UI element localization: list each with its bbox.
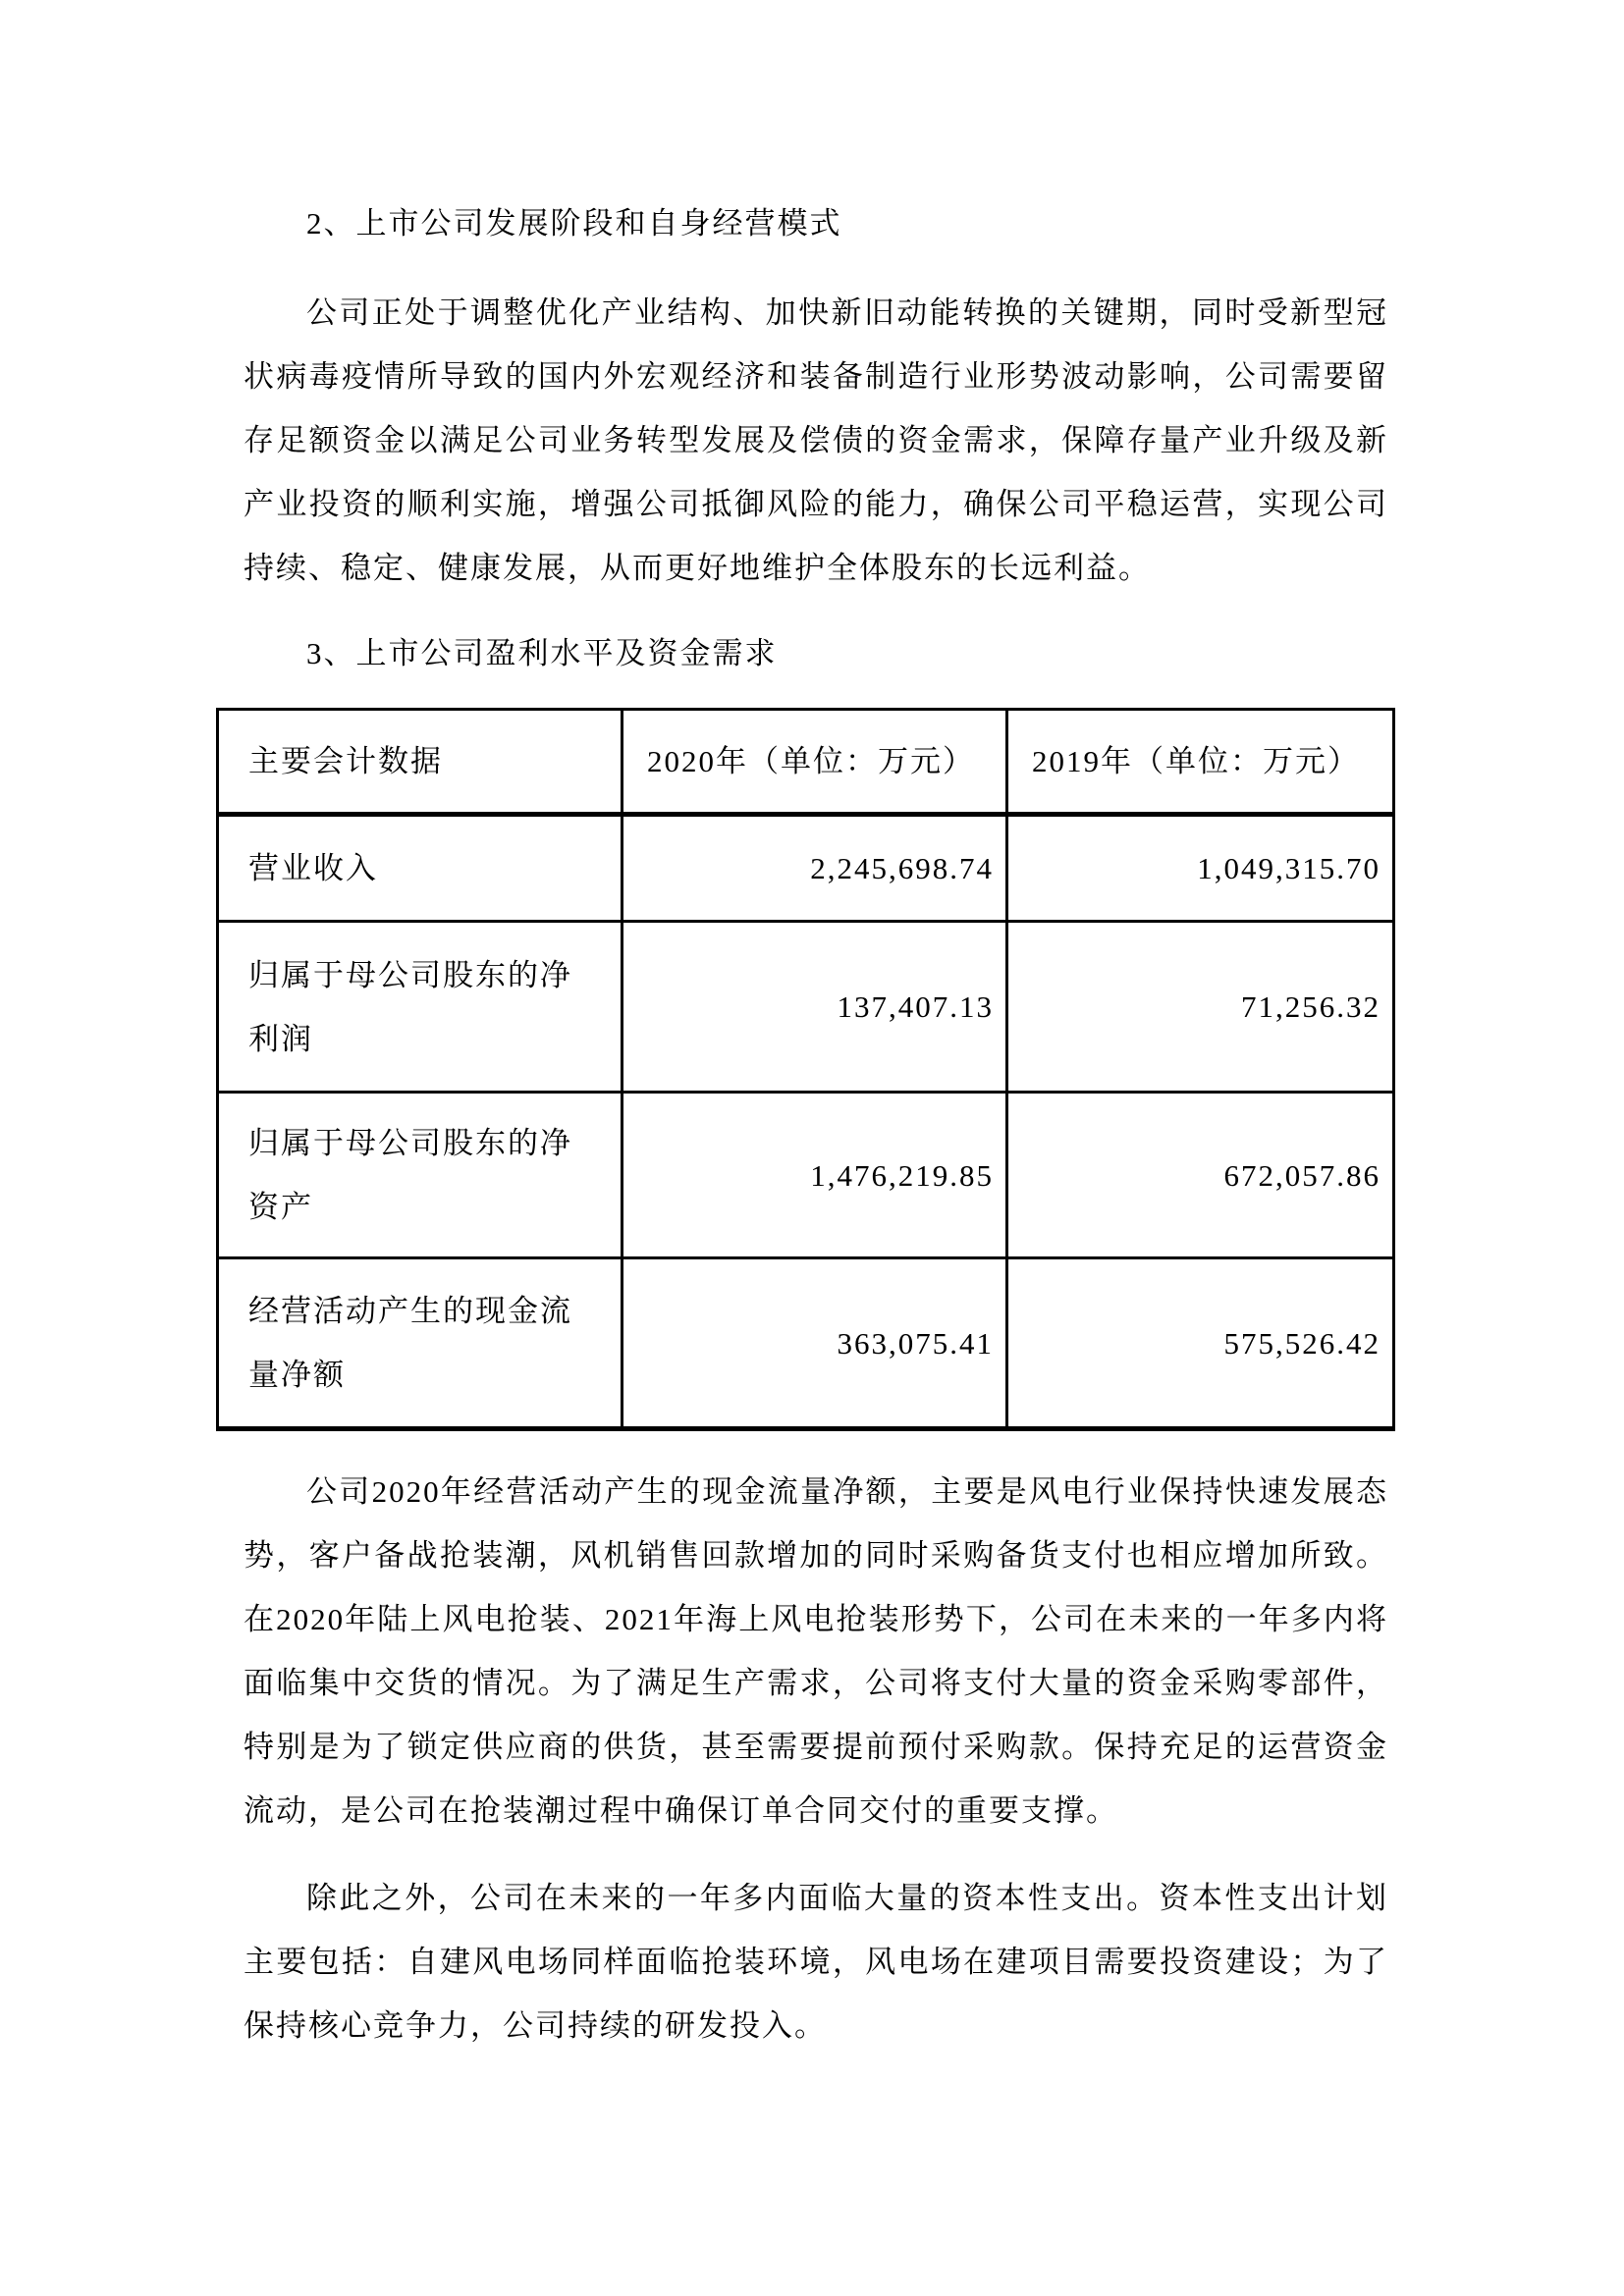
row-label: 营业收入: [218, 815, 623, 922]
row-label: 归属于母公司股东的净资产: [218, 1093, 623, 1258]
section-heading-development-stage: 2、上市公司发展阶段和自身经营模式: [306, 206, 842, 240]
table-header-metric: 主要会计数据: [218, 710, 623, 815]
value-2020: 1,476,219.85: [623, 1093, 1007, 1258]
paragraph-cashflow-analysis: 公司2020年经营活动产生的现金流量净额，主要是风电行业保持快速发展态势，客户备战抢装潮，风机销售回款增加的同时采购备货支付也相应增加所致。在2020年陆上风电抢装、2021年海上风电抢装形势下，公司在未来的一年多内将面临集中交货的情况。为了满足生产需求，公司将支付大量的资金采购零部件，特别是为了锁定供应商的供货，甚至需要提前预付采购款。保持充足的运营资金流动，是公司在抢装潮过程中确保订单合同交付的重要支撑。: [244, 1474, 1388, 1828]
value-2019: 672,057.86: [1007, 1093, 1394, 1258]
value-2019: 575,526.42: [1007, 1258, 1394, 1429]
row-label: 经营活动产生的现金流量净额: [218, 1258, 623, 1429]
value-2019: 71,256.32: [1007, 922, 1394, 1093]
value-2020: 137,407.13: [623, 922, 1007, 1093]
paragraph-business-model: 公司正处于调整优化产业结构、加快新旧动能转换的关键期，同时受新型冠状病毒疫情所导致的国内外宏观经济和装备制造行业形势波动影响，公司需要留存足额资金以满足公司业务转型发展及偿债的资金需求，保障存量产业升级及新产业投资的顺利实施，增强公司抵御风险的能力，确保公司平稳运营，实现公司持续、稳定、健康发展，从而更好地维护全体股东的长远利益。: [244, 295, 1388, 585]
table-row-operating-cashflow: [218, 1258, 1394, 1429]
value-2019: 1,049,315.70: [1007, 815, 1394, 922]
value-2020: 363,075.41: [623, 1258, 1007, 1429]
row-label: 归属于母公司股东的净利润: [218, 922, 623, 1093]
table-header-2020: 2020年（单位：万元）: [623, 710, 1007, 815]
financial-data-table: [216, 708, 1395, 1431]
table-header-2019: 2019年（单位：万元）: [1007, 710, 1394, 815]
paragraph-capital-expenditure: 除此之外，公司在未来的一年多内面临大量的资本性支出。资本性支出计划主要包括：自建风电场同样面临抢装环境，风电场在建项目需要投资建设；为了保持核心竞争力，公司持续的研发投入。: [244, 1881, 1388, 2043]
table-header-row: [218, 710, 1394, 815]
table-row-net-profit: [218, 922, 1394, 1093]
section-heading-profit-and-funding: 3、上市公司盈利水平及资金需求: [306, 636, 778, 670]
value-2020: 2,245,698.74: [623, 815, 1007, 922]
table-row-net-assets: [218, 1093, 1394, 1258]
table-row-revenue: [218, 815, 1394, 922]
